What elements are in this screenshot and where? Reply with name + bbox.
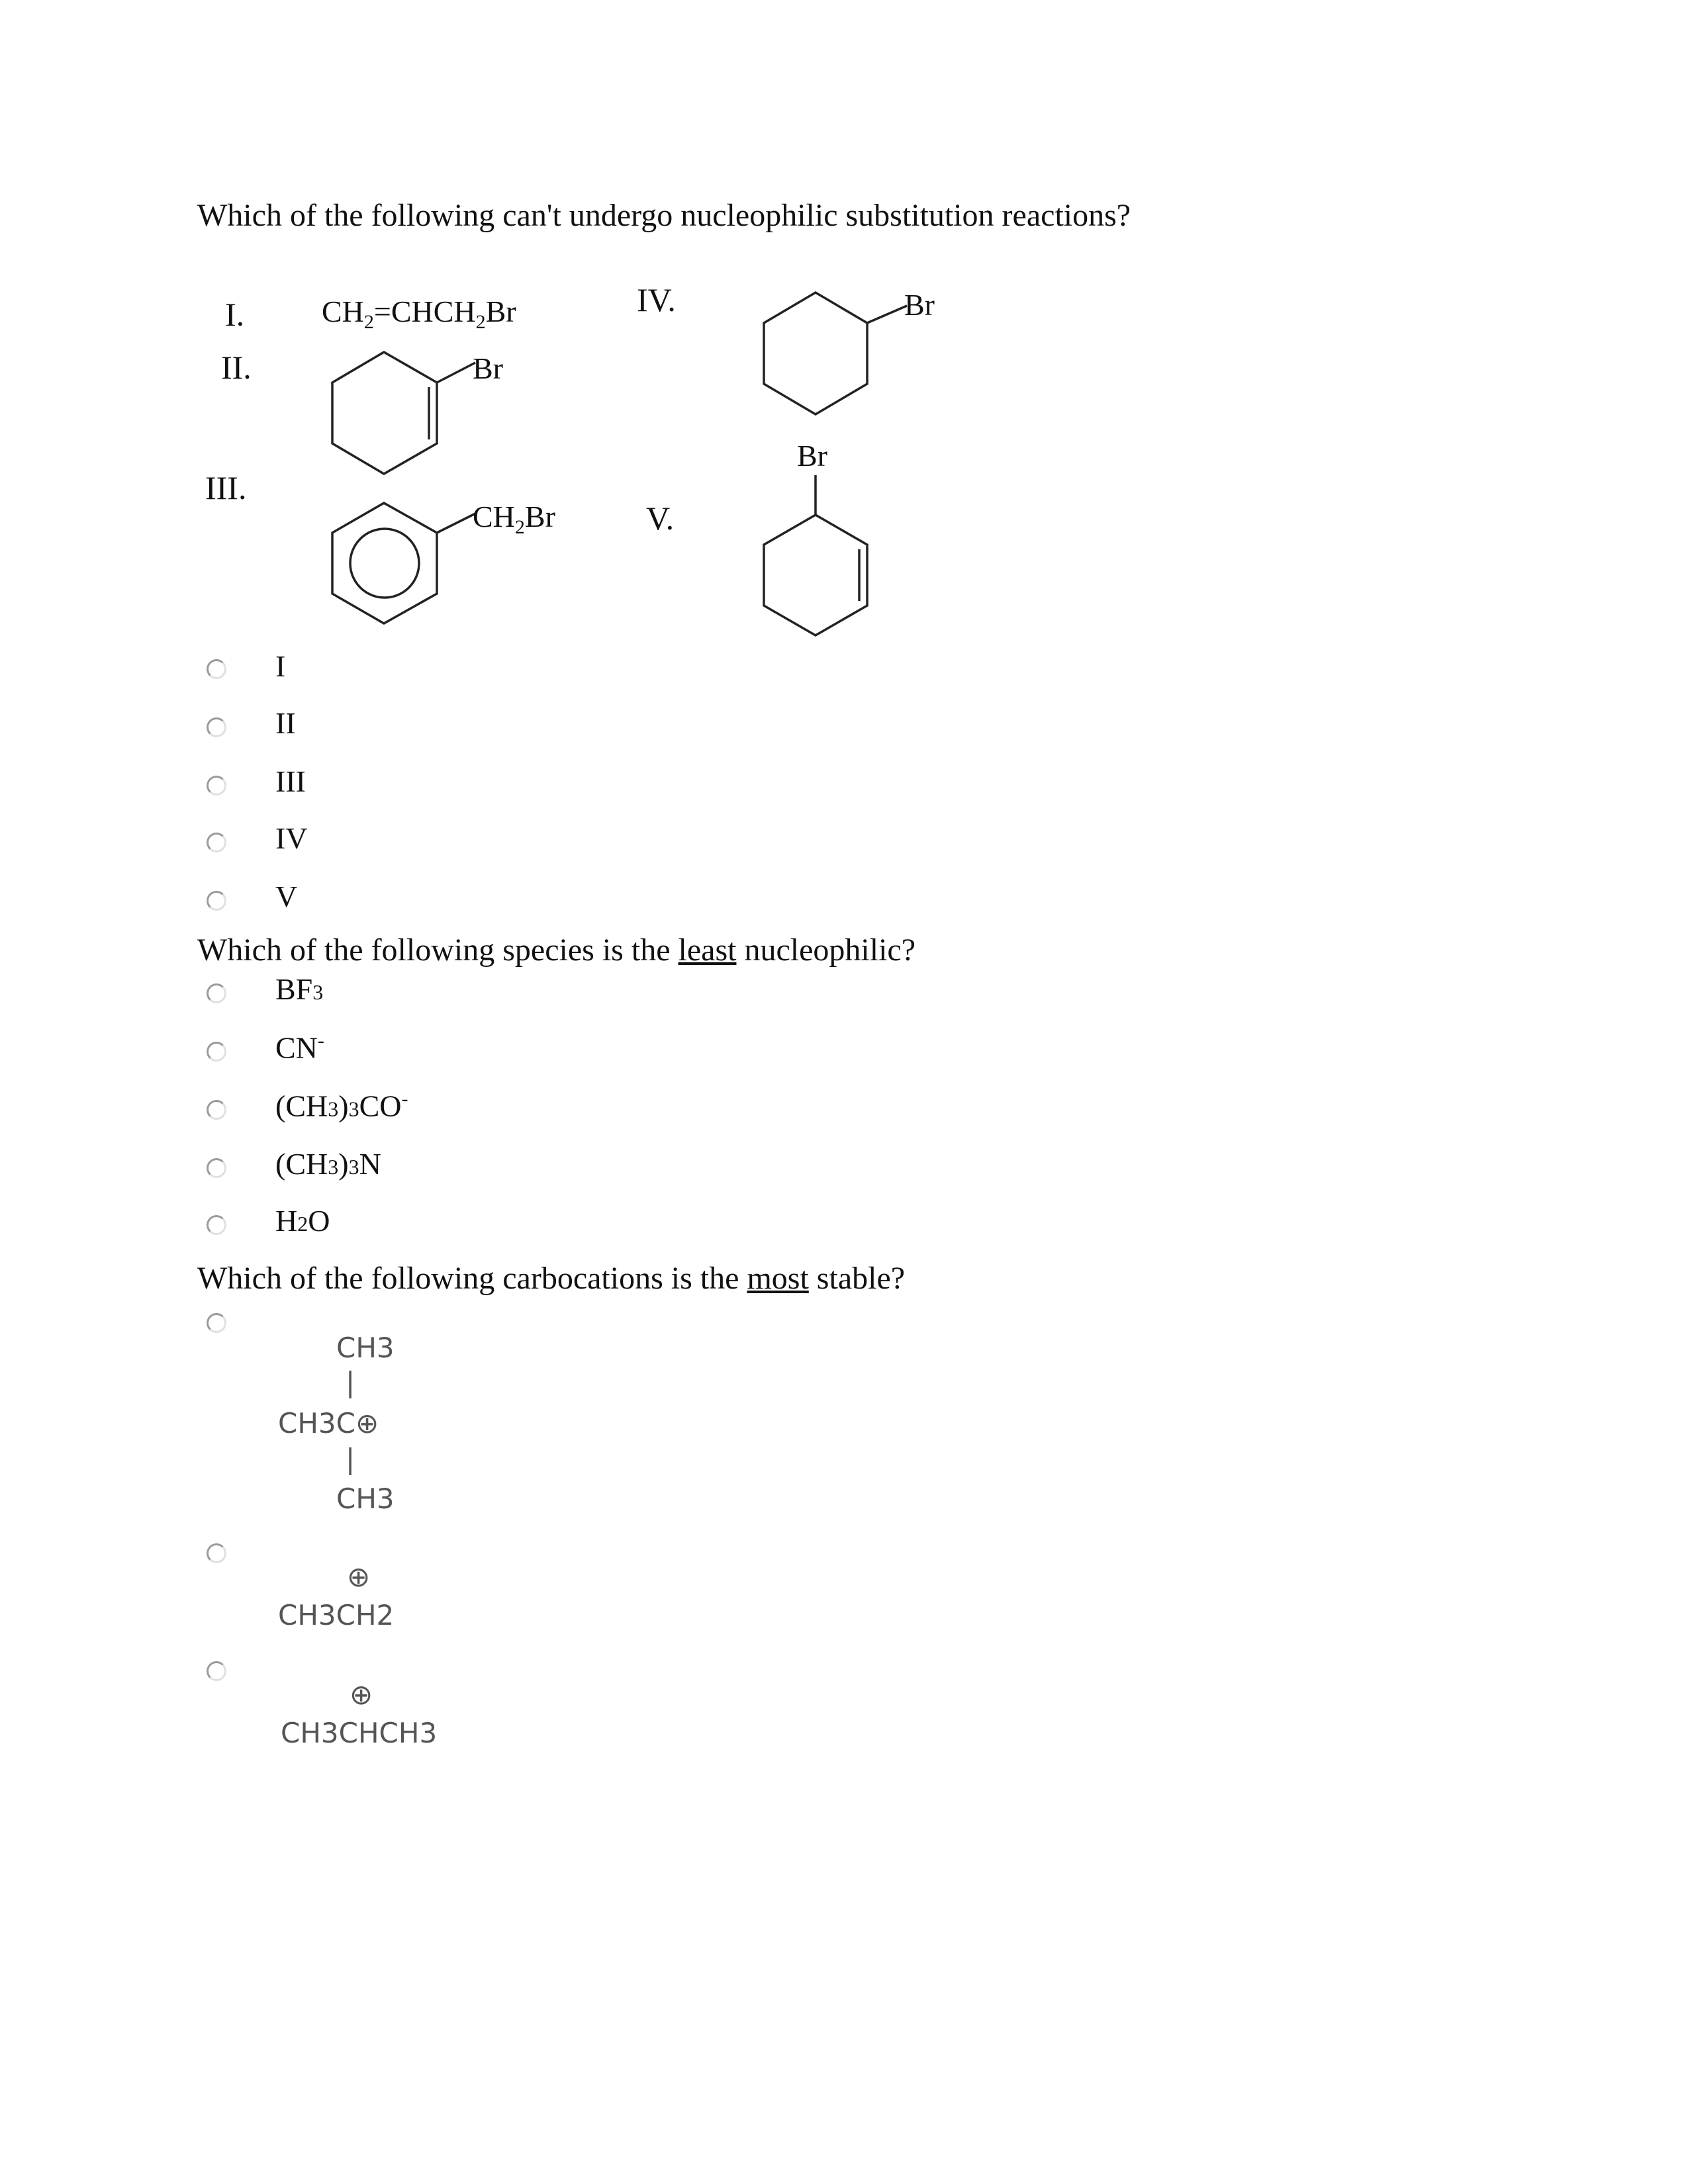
label-III: III. <box>205 469 247 506</box>
label-I: I. <box>225 296 245 333</box>
label-V: V. <box>646 500 675 537</box>
q2-radio-1[interactable] <box>207 983 226 1003</box>
q2-option-bf3: BF3 <box>275 972 324 1006</box>
q3-opt2-formula: CH3CH2 <box>278 1599 395 1631</box>
q2-radio-4[interactable] <box>207 1158 226 1178</box>
compound-I: $CH_2=CHCH_2Br$ <box>322 295 516 334</box>
q2-radio-3[interactable] <box>207 1100 226 1120</box>
q1-radio-5[interactable] <box>207 891 226 911</box>
q1-radio-1[interactable] <box>207 659 226 679</box>
compound-II-br: Br <box>473 351 503 385</box>
q3-opt1-bottom: CH3 <box>336 1482 395 1515</box>
label-II: II. <box>221 349 252 386</box>
q3-opt1-top: CH3 <box>336 1332 395 1364</box>
q2-option-water: H2O <box>275 1204 330 1238</box>
q2-radio-2[interactable] <box>207 1042 226 1062</box>
q2-option-trimethylamine: (CH3)3N <box>275 1147 381 1181</box>
question-2-text: Which of the following species is the least nucleophilic? <box>197 933 916 968</box>
q3-radio-1[interactable] <box>207 1313 226 1333</box>
q3-opt1-mid: CH3C⊕ <box>278 1407 379 1439</box>
compound-III-ch2br: $CH_2Br$ <box>473 500 555 539</box>
q2-option-cn: CN- <box>275 1030 324 1065</box>
q2-option-tbutoxide: (CH3)3CO- <box>275 1088 408 1123</box>
q1-option-1: I <box>275 649 286 683</box>
label-IV: IV. <box>637 281 676 318</box>
compound-V-br: Br <box>797 439 827 473</box>
q1-radio-2[interactable] <box>207 717 226 737</box>
q3-radio-2[interactable] <box>207 1543 226 1563</box>
q3-opt3-plus: ⊕ <box>350 1678 373 1711</box>
compound-IV-br: Br <box>904 288 935 322</box>
question-1-text: Which of the following can't undergo nucleophilic substitution reactions? <box>197 198 1131 233</box>
q1-option-2: II <box>275 706 296 740</box>
q1-option-4: IV <box>275 821 308 855</box>
q2-radio-5[interactable] <box>207 1215 226 1235</box>
q1-radio-3[interactable] <box>207 776 226 796</box>
q3-opt1-bond-top: | <box>346 1366 355 1398</box>
q1-option-5: V <box>275 880 298 913</box>
q3-radio-3[interactable] <box>207 1661 226 1681</box>
q1-option-3: III <box>275 764 306 798</box>
q3-opt3-formula: CH3CHCH3 <box>281 1717 438 1749</box>
q1-radio-4[interactable] <box>207 833 226 852</box>
q3-opt1-bond-bottom: | <box>346 1443 355 1475</box>
q3-opt2-plus: ⊕ <box>347 1561 371 1593</box>
question-3-text: Which of the following carbocations is the most stable? <box>197 1261 906 1296</box>
